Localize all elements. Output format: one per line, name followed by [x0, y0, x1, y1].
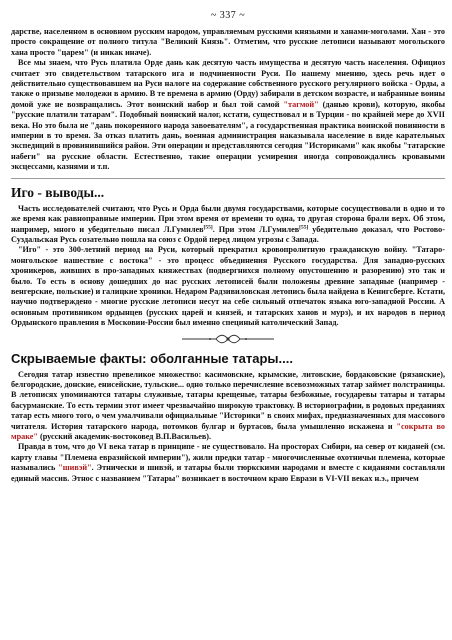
- igo-paragraph-1-text: Часть исследователей считают, что Русь и Орда были двумя государствами, которые сосуществовали в одно и то же время как равноправные империи. При этом время от времени то одна, то другая сторона брали верх. Об этом, например, много и убедительно писал Л.Гумилев: [11, 203, 445, 234]
- tatars-paragraph-1: [11, 370, 445, 443]
- shivei-highlight: "шивэй": [58, 463, 92, 473]
- tatars-paragraph-1-text-a: Сегодня татар известно превеликое множество: касимовские, крымские, литовские, бордаковские (рязанские), белгородские, донские, енисейские, тульские... одно только перечисление всевозможных татар займет полстраницы. В летописях упоминаются татары служивые, татары крещеные, татары безбожные, государевы татары и татары басурманские. То есть термин этот имеет чрезвычайно широкую трактовку. В историографии, в родовых преданиях татар есть много того, о чем умалчивали официальные "Историки" в своих мифах, предназначенных для массового читателя. История татарского народа, потомков булгар и буртасов, была умышленно искажена и: [11, 369, 445, 431]
- tatars-paragraph-2-text-b: . Этнически и шивэй, и татары были тюркскими народами и вместе с киданями составляли единый массив. Этнос с названием "Татары" возникает в восточном краю Еврази в VI-VII веках н.э., причем: [11, 463, 445, 483]
- tatars-paragraph-2-text-a: Правда в том, что до VI века татар в принципе - не существовало. На просторах Сибири, на север от киданей (см. карту главы "Племена евразийской империи"), жили предки татар - многочисленные охотничьи племена, которые назывались: [11, 442, 445, 473]
- intro-paragraph-2: [11, 58, 445, 172]
- footnote-ref-1: [55]: [203, 223, 213, 230]
- footnote-ref-2: [55]: [299, 223, 309, 230]
- page-number: ~ 337 ~: [210, 10, 246, 21]
- tatars-paragraph-2: [11, 442, 445, 484]
- section-heading-igo: Иго - выводы...: [11, 184, 105, 200]
- intro-paragraph-1-text: дарстве, населенном в основном русским народом, управляемым русскими князьями и ханами-моголами. Хан - это просто сокращение от полного титула "Великий Князь". Отметим, что русские летописи называют могольского хана просто "царем" (и никак иначе).: [11, 27, 445, 57]
- intro-paragraph-2-text-b: (данью крови), которую, якобы "русские платили татарам". Подобный воинский налог, кстати, существовал и в Турции - по крайней мере до XVII века. Но это была не "дань покоренного народа завоевателям", а государственная практика воинской повинности в империи в то время. За отказ платить дань, военная администрация наказывала население в виде карательных экспедиций в провинившийся район. Эти операции и представляются сегодня "Историками" как якобы "татарские набеги" на русские области. Естественно, такие операции усмирения иногда сопровождались кровавыми эксцессами, казнями и т.п.: [11, 99, 446, 172]
- section-divider: [11, 178, 445, 179]
- tatars-paragraph-1-text-b: (русский академик-востоковед В.П.Васильев).: [37, 432, 212, 441]
- igo-paragraph-1: [11, 204, 445, 246]
- hidden-in-darkness-highlight: "сокрыта во мраке": [11, 421, 445, 441]
- intro-paragraph-2-text-a: Все мы знаем, что Русь платила Орде дань как десятую часть имущества и десятую часть населения. Официоз считает это свидетельством татарского ига и подчиненности Руси. По нашему мнению, здесь речь идет о действительно существовавшем на Руси налоге на содержание собственного русского регулярного войска - Орды, а также о призыве молодежи в армию. В те времена в армию (Орду) забирали в детском возрасте, и набранные воины домой уже не возвращались. Этот воинский набор и был той самой: [11, 58, 445, 109]
- igo-paragraph-1-end: убедительно доказал, что Ростово-Суздальская Русь созательно пошла на союз с Ордой перед лицом угрозы с Запада.: [11, 224, 445, 244]
- intro-paragraph-1: [11, 27, 445, 58]
- section-heading-tatars: Скрываемые факты: оболганные татары....: [11, 350, 293, 366]
- igo-paragraph-1-mid: . При этом Л.Гумилев: [212, 224, 300, 234]
- ornament-divider-icon: [180, 333, 276, 345]
- tagma-highlight: "тагмой": [283, 99, 319, 109]
- igo-paragraph-2: "Иго" - это 300-летний период на Руси, который прекратил кровопролитную гражданскую войну. "Татаро-монгольское нашествие с востока" - это процесс объединения Русского государства. Для западно-русских хроникеров, живших в про-западных княжествах (подвергнихся полному опустошению и разорению) это так и было. То есть в основу дошедших до нас русских летописей были положены древние западные (например - венгерские, польские) и галицкие хроники. Недаром Радзивиловская летопись была найдена в Кенигсберге. Кстати, научно подтверждено - многие русские летописи несут на себе сильный отпечаток языка юго-западной России. А основным противником ордынцев (русских царей и князей, и татарских ханов и мурз), и их народов в период Ордынского правления в Московии-России был именно специный католический Запад.: [11, 245, 445, 328]
